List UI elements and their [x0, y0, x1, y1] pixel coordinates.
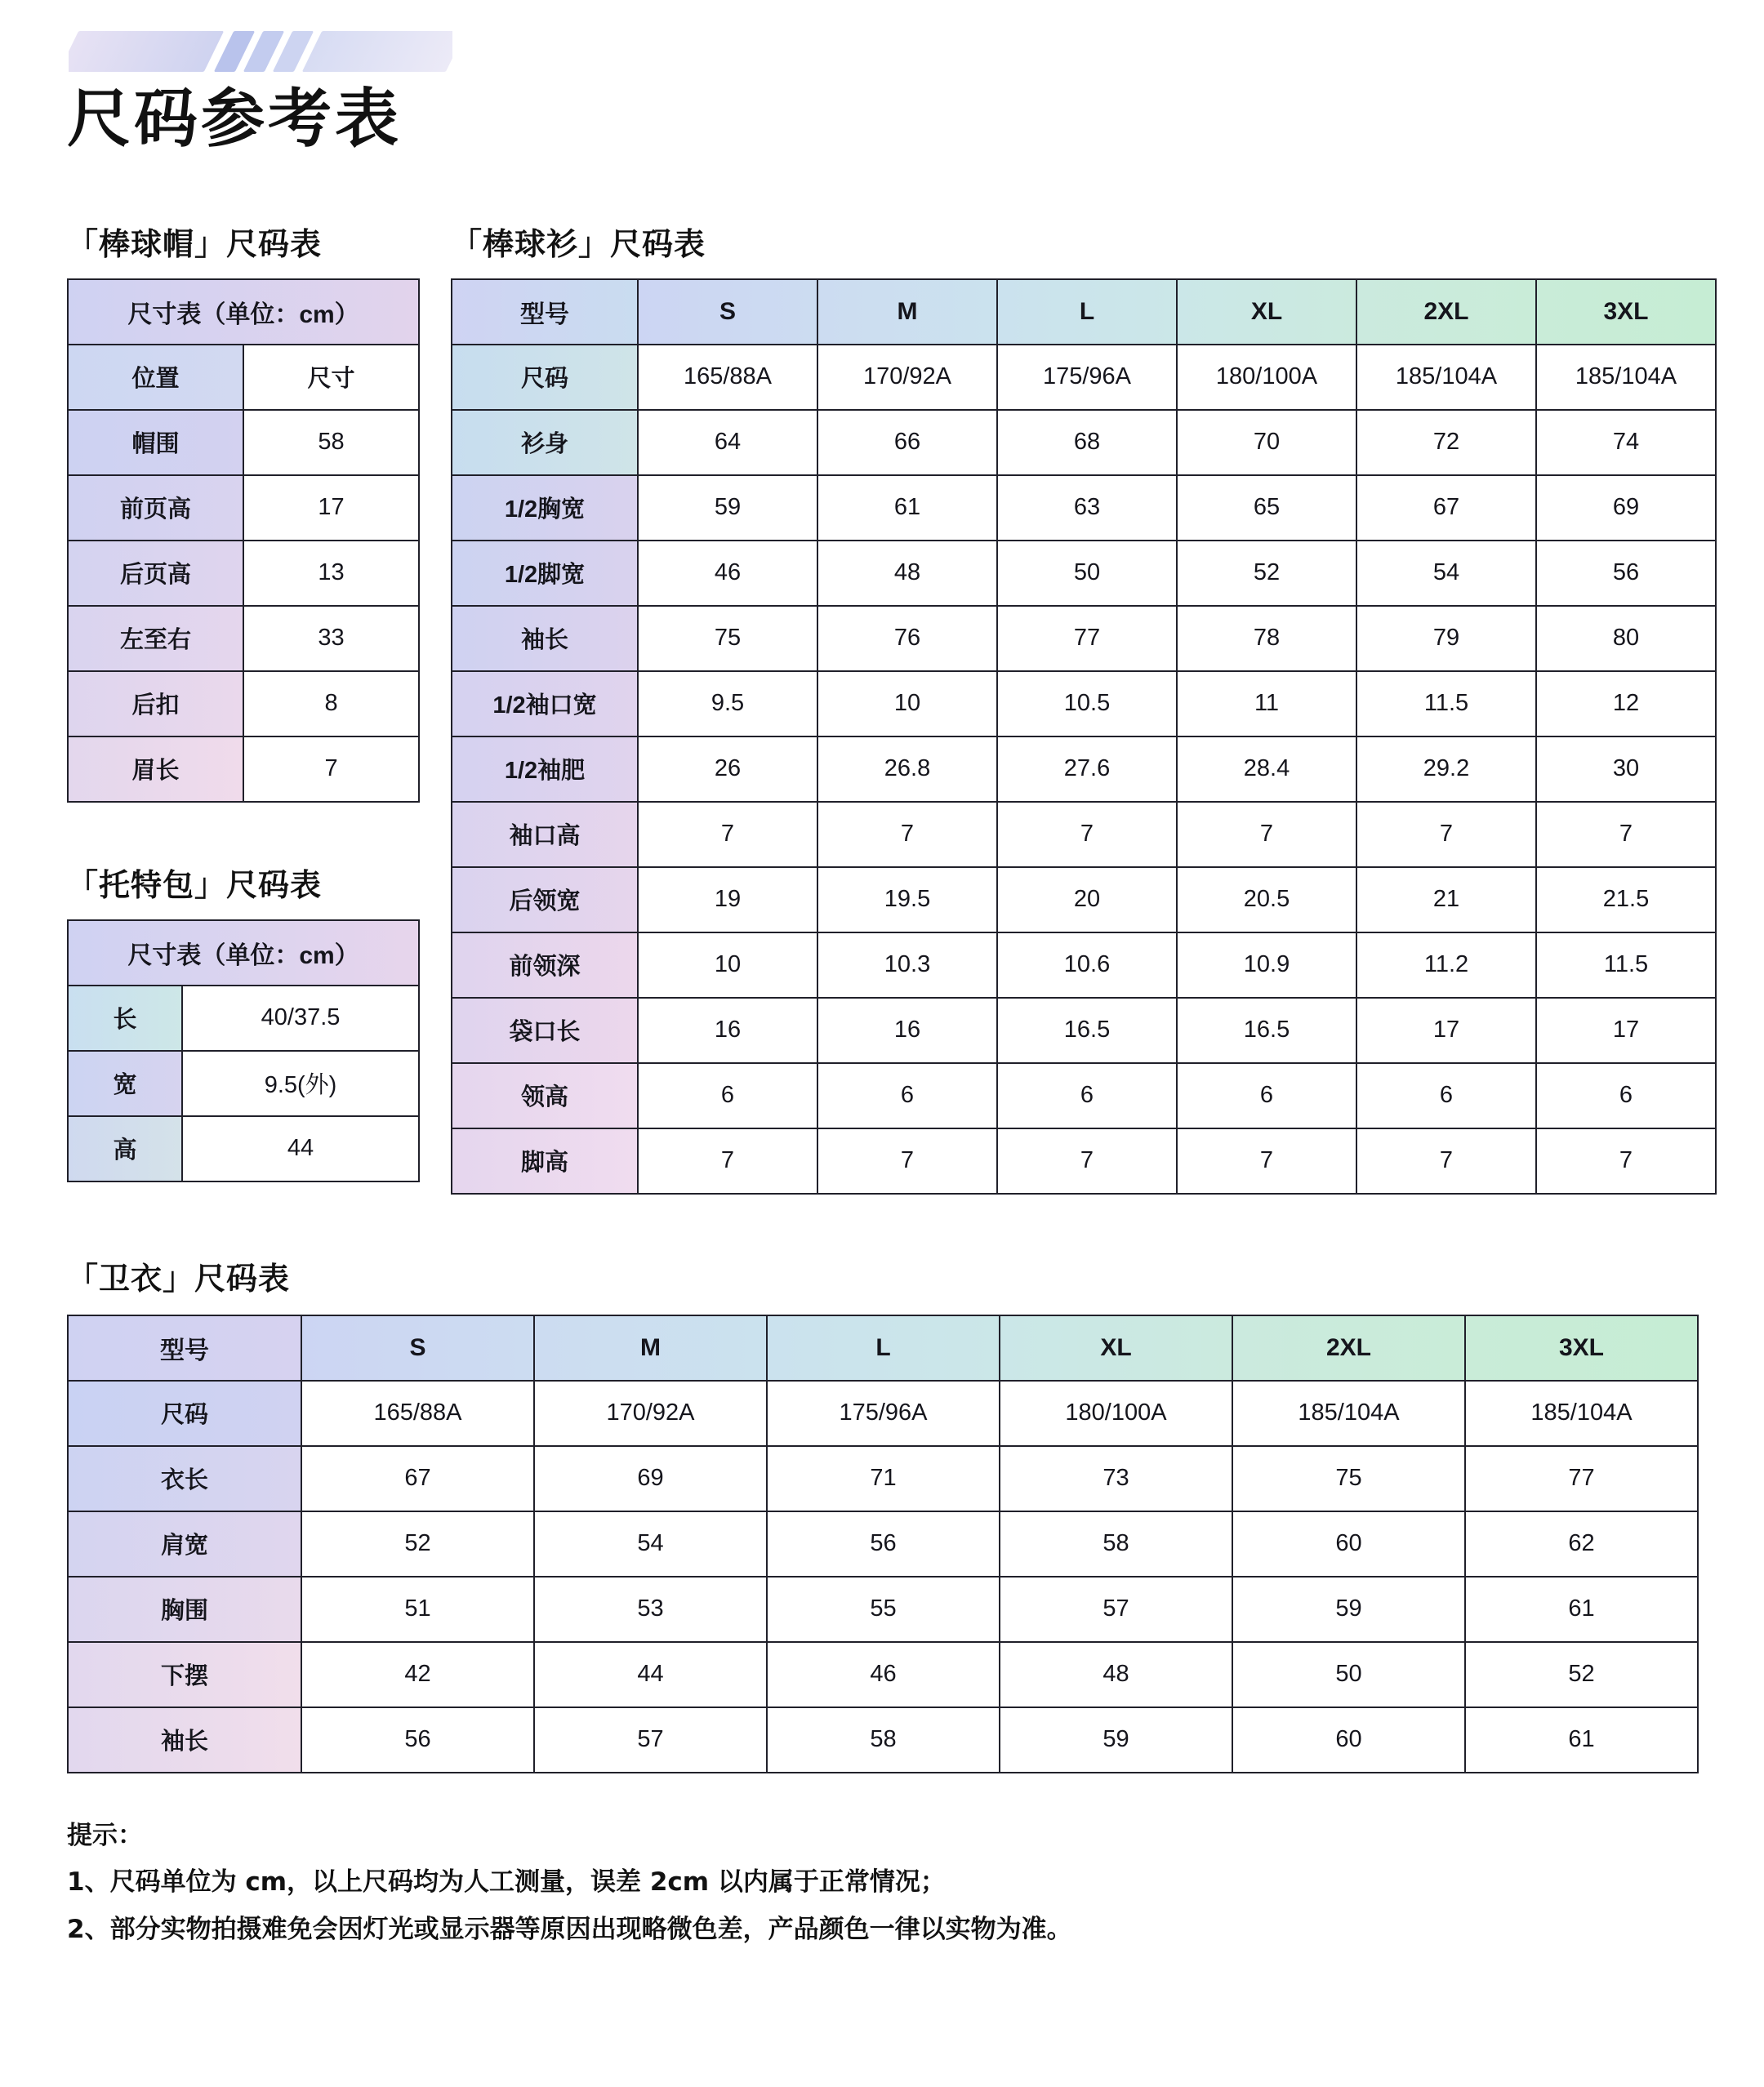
table-row	[68, 736, 419, 802]
hoodie-row-label: 衣长	[68, 1446, 301, 1511]
hoodie-row-label: 胸围	[68, 1577, 301, 1642]
jersey-header-l: L	[997, 279, 1177, 345]
cap-header-position: 位置	[68, 345, 243, 410]
jersey-cell: 7	[1356, 802, 1536, 867]
jersey-cell: 10.5	[997, 671, 1177, 736]
cap-table-caption: 尺寸表（单位：cm）	[68, 279, 419, 345]
hoodie-cell: 185/104A	[1465, 1381, 1698, 1446]
tote-row-value: 40/37.5	[182, 986, 419, 1051]
jersey-cell: 78	[1177, 606, 1356, 671]
table-row	[452, 671, 1716, 736]
jersey-cell: 9.5	[638, 671, 817, 736]
cap-row-value: 7	[243, 736, 419, 802]
jersey-cell: 56	[1536, 541, 1716, 606]
hoodie-cell: 58	[767, 1707, 1000, 1773]
cap-row-value: 33	[243, 606, 419, 671]
table-row	[452, 1128, 1716, 1194]
jersey-row-label: 后领宽	[452, 867, 638, 932]
hoodie-cell: 51	[301, 1577, 534, 1642]
table-row	[452, 606, 1716, 671]
hoodie-header-s: S	[301, 1315, 534, 1381]
table-row	[68, 1051, 419, 1116]
hoodie-header-xl: XL	[1000, 1315, 1232, 1381]
table-row	[68, 1511, 1698, 1577]
jersey-cell: 79	[1356, 606, 1536, 671]
tote-section-title: 「托特包」尺码表	[67, 866, 323, 903]
hoodie-size-table	[67, 1315, 1699, 1773]
jersey-row-label: 衫身	[452, 410, 638, 475]
jersey-cell: 16.5	[1177, 998, 1356, 1063]
hoodie-cell: 61	[1465, 1577, 1698, 1642]
jersey-cell: 7	[997, 802, 1177, 867]
jersey-cell: 64	[638, 410, 817, 475]
jersey-cell: 61	[817, 475, 997, 541]
hoodie-cell: 46	[767, 1642, 1000, 1707]
table-row	[68, 1116, 419, 1181]
hoodie-cell: 52	[301, 1511, 534, 1577]
table-row	[68, 1381, 1698, 1446]
hoodie-cell: 59	[1232, 1577, 1465, 1642]
table-row	[452, 410, 1716, 475]
jersey-cell: 175/96A	[997, 345, 1177, 410]
hoodie-cell: 57	[1000, 1577, 1232, 1642]
table-row	[68, 1642, 1698, 1707]
table-header-row	[452, 279, 1716, 345]
jersey-cell: 65	[1177, 475, 1356, 541]
hoodie-header-model: 型号	[68, 1315, 301, 1381]
jersey-cell: 11.5	[1356, 671, 1536, 736]
jersey-row-label: 1/2脚宽	[452, 541, 638, 606]
table-row	[452, 1063, 1716, 1128]
cap-row-value: 17	[243, 475, 419, 541]
table-row	[68, 986, 419, 1051]
hoodie-cell: 52	[1465, 1642, 1698, 1707]
middle-tables-area	[0, 278, 1764, 1195]
table-row	[452, 475, 1716, 541]
jersey-cell: 10	[638, 932, 817, 998]
tote-table-caption: 尺寸表（单位：cm）	[68, 920, 419, 986]
hoodie-cell: 59	[1000, 1707, 1232, 1773]
cap-row-label: 眉长	[68, 736, 243, 802]
jersey-cell: 16	[817, 998, 997, 1063]
table-row	[68, 541, 419, 606]
table-row	[452, 867, 1716, 932]
cap-size-table	[67, 278, 420, 803]
jersey-cell: 69	[1536, 475, 1716, 541]
jersey-row-label: 1/2袖肥	[452, 736, 638, 802]
table-header-row	[68, 1315, 1698, 1381]
tote-row-value: 9.5(外)	[182, 1051, 419, 1116]
table-row	[68, 345, 419, 410]
jersey-cell: 11.2	[1356, 932, 1536, 998]
table-row	[68, 1707, 1698, 1773]
notes-block	[0, 1813, 1764, 1953]
jersey-cell: 20.5	[1177, 867, 1356, 932]
cap-row-label: 左至右	[68, 606, 243, 671]
jersey-cell: 68	[997, 410, 1177, 475]
hoodie-cell: 57	[534, 1707, 767, 1773]
jersey-cell: 6	[1177, 1063, 1356, 1128]
jersey-cell: 7	[638, 1128, 817, 1194]
jersey-cell: 66	[817, 410, 997, 475]
jersey-cell: 17	[1356, 998, 1536, 1063]
jersey-header-3xl: 3XL	[1536, 279, 1716, 345]
jersey-cell: 7	[1177, 1128, 1356, 1194]
jersey-cell: 50	[997, 541, 1177, 606]
hoodie-cell: 55	[767, 1577, 1000, 1642]
jersey-cell: 21	[1356, 867, 1536, 932]
hoodie-cell: 77	[1465, 1446, 1698, 1511]
jersey-cell: 46	[638, 541, 817, 606]
decorative-stripes	[69, 31, 452, 72]
table-row	[452, 998, 1716, 1063]
jersey-header-2xl: 2XL	[1356, 279, 1536, 345]
notes-line-1: 1、尺码单位为 cm，以上尺码均为人工测量，误差 2cm 以内属于正常情况；	[67, 1867, 946, 1898]
jersey-cell: 7	[817, 1128, 997, 1194]
jersey-cell: 7	[638, 802, 817, 867]
hoodie-header-2xl: 2XL	[1232, 1315, 1465, 1381]
jersey-cell: 21.5	[1536, 867, 1716, 932]
jersey-cell: 48	[817, 541, 997, 606]
jersey-cell: 10.6	[997, 932, 1177, 998]
jersey-row-label: 1/2胸宽	[452, 475, 638, 541]
table-row	[452, 802, 1716, 867]
left-column	[67, 278, 451, 1182]
jersey-header-model: 型号	[452, 279, 638, 345]
table-row	[452, 736, 1716, 802]
jersey-header-m: M	[817, 279, 997, 345]
jersey-cell: 16	[638, 998, 817, 1063]
hoodie-block	[0, 1253, 1764, 1773]
hoodie-cell: 44	[534, 1642, 767, 1707]
tote-row-label: 长	[68, 986, 182, 1051]
jersey-cell: 16.5	[997, 998, 1177, 1063]
tote-size-table	[67, 919, 420, 1182]
jersey-cell: 80	[1536, 606, 1716, 671]
jersey-cell: 77	[997, 606, 1177, 671]
jersey-cell: 54	[1356, 541, 1536, 606]
jersey-cell: 6	[997, 1063, 1177, 1128]
jersey-cell: 6	[817, 1063, 997, 1128]
page-header	[0, 0, 1764, 154]
jersey-cell: 7	[997, 1128, 1177, 1194]
jersey-cell: 185/104A	[1536, 345, 1716, 410]
hoodie-cell: 69	[534, 1446, 767, 1511]
jersey-row-label: 尺码	[452, 345, 638, 410]
hoodie-cell: 62	[1465, 1511, 1698, 1577]
hoodie-cell: 60	[1232, 1511, 1465, 1577]
hoodie-cell: 71	[767, 1446, 1000, 1511]
jersey-cell: 74	[1536, 410, 1716, 475]
notes-heading: 提示：	[67, 1820, 143, 1850]
hoodie-row-label: 下摆	[68, 1642, 301, 1707]
jersey-cell: 7	[1356, 1128, 1536, 1194]
jersey-cell: 26	[638, 736, 817, 802]
jersey-cell: 7	[1536, 1128, 1716, 1194]
jersey-cell: 10.3	[817, 932, 997, 998]
hoodie-cell: 56	[301, 1707, 534, 1773]
hoodie-cell: 180/100A	[1000, 1381, 1232, 1446]
tote-row-label: 高	[68, 1116, 182, 1181]
table-row	[68, 410, 419, 475]
jersey-cell: 11	[1177, 671, 1356, 736]
jersey-row-label: 前领深	[452, 932, 638, 998]
tote-row-label: 宽	[68, 1051, 182, 1116]
table-row	[68, 475, 419, 541]
table-row	[68, 279, 419, 345]
jersey-cell: 10	[817, 671, 997, 736]
hoodie-cell: 61	[1465, 1707, 1698, 1773]
page-title: 尺码参考表	[67, 82, 403, 156]
jersey-cell: 180/100A	[1177, 345, 1356, 410]
jersey-cell: 72	[1356, 410, 1536, 475]
jersey-row-label: 领高	[452, 1063, 638, 1128]
jersey-header-s: S	[638, 279, 817, 345]
cap-row-value: 13	[243, 541, 419, 606]
hoodie-cell: 50	[1232, 1642, 1465, 1707]
hoodie-cell: 54	[534, 1511, 767, 1577]
table-row	[452, 345, 1716, 410]
hoodie-cell: 165/88A	[301, 1381, 534, 1446]
tote-row-value: 44	[182, 1116, 419, 1181]
jersey-cell: 10.9	[1177, 932, 1356, 998]
hoodie-cell: 60	[1232, 1707, 1465, 1773]
cap-row-label: 后页高	[68, 541, 243, 606]
jersey-header-xl: XL	[1177, 279, 1356, 345]
hoodie-cell: 175/96A	[767, 1381, 1000, 1446]
jersey-row-label: 袖长	[452, 606, 638, 671]
table-row	[452, 541, 1716, 606]
jersey-cell: 28.4	[1177, 736, 1356, 802]
cap-row-label: 前页高	[68, 475, 243, 541]
hoodie-header-3xl: 3XL	[1465, 1315, 1698, 1381]
hoodie-cell: 67	[301, 1446, 534, 1511]
hoodie-header-m: M	[534, 1315, 767, 1381]
hoodie-header-l: L	[767, 1315, 1000, 1381]
jersey-cell: 6	[638, 1063, 817, 1128]
hoodie-row-label: 尺码	[68, 1381, 301, 1446]
jersey-cell: 67	[1356, 475, 1536, 541]
table-row	[68, 1577, 1698, 1642]
jersey-row-label: 袋口长	[452, 998, 638, 1063]
table-row	[68, 671, 419, 736]
hoodie-row-label: 肩宽	[68, 1511, 301, 1577]
jersey-cell: 19.5	[817, 867, 997, 932]
hoodie-cell: 170/92A	[534, 1381, 767, 1446]
jersey-cell: 165/88A	[638, 345, 817, 410]
table-row	[452, 932, 1716, 998]
jersey-cell: 26.8	[817, 736, 997, 802]
jersey-row-label: 1/2袖口宽	[452, 671, 638, 736]
jersey-cell: 19	[638, 867, 817, 932]
cap-row-label: 后扣	[68, 671, 243, 736]
jersey-cell: 75	[638, 606, 817, 671]
cap-row-label: 帽围	[68, 410, 243, 475]
cap-row-value: 8	[243, 671, 419, 736]
jersey-cell: 70	[1177, 410, 1356, 475]
hoodie-cell: 75	[1232, 1446, 1465, 1511]
hoodie-cell: 185/104A	[1232, 1381, 1465, 1446]
jersey-cell: 7	[1177, 802, 1356, 867]
jersey-row-label: 脚高	[452, 1128, 638, 1194]
jersey-cell: 7	[817, 802, 997, 867]
jersey-size-table	[451, 278, 1717, 1195]
hoodie-cell: 53	[534, 1577, 767, 1642]
jersey-cell: 6	[1356, 1063, 1536, 1128]
hoodie-row-label: 袖长	[68, 1707, 301, 1773]
cap-header-size: 尺寸	[243, 345, 419, 410]
hoodie-cell: 48	[1000, 1642, 1232, 1707]
hoodie-cell: 56	[767, 1511, 1000, 1577]
jersey-cell: 7	[1536, 802, 1716, 867]
jersey-cell: 29.2	[1356, 736, 1536, 802]
hoodie-cell: 42	[301, 1642, 534, 1707]
jersey-cell: 76	[817, 606, 997, 671]
jersey-cell: 11.5	[1536, 932, 1716, 998]
section-titles-row	[0, 219, 1764, 264]
hoodie-cell: 73	[1000, 1446, 1232, 1511]
jersey-cell: 30	[1536, 736, 1716, 802]
table-row	[68, 1446, 1698, 1511]
jersey-cell: 59	[638, 475, 817, 541]
jersey-cell: 20	[997, 867, 1177, 932]
jersey-cell: 6	[1536, 1063, 1716, 1128]
table-row	[68, 606, 419, 671]
jersey-section-title: 「棒球衫」尺码表	[451, 225, 706, 262]
cap-section-title: 「棒球帽」尺码表	[67, 225, 323, 262]
jersey-cell: 12	[1536, 671, 1716, 736]
jersey-row-label: 袖口高	[452, 802, 638, 867]
jersey-cell: 27.6	[997, 736, 1177, 802]
jersey-cell: 63	[997, 475, 1177, 541]
right-column	[451, 278, 1717, 1195]
hoodie-section-title: 「卫衣」尺码表	[67, 1260, 291, 1297]
jersey-cell: 17	[1536, 998, 1716, 1063]
hoodie-cell: 58	[1000, 1511, 1232, 1577]
cap-row-value: 58	[243, 410, 419, 475]
notes-line-2: 2、部分实物拍摄难免会因灯光或显示器等原因出现略微色差，产品颜色一律以实物为准。	[67, 1914, 1072, 1944]
jersey-cell: 52	[1177, 541, 1356, 606]
jersey-cell: 185/104A	[1356, 345, 1536, 410]
jersey-cell: 170/92A	[817, 345, 997, 410]
table-row	[68, 920, 419, 986]
